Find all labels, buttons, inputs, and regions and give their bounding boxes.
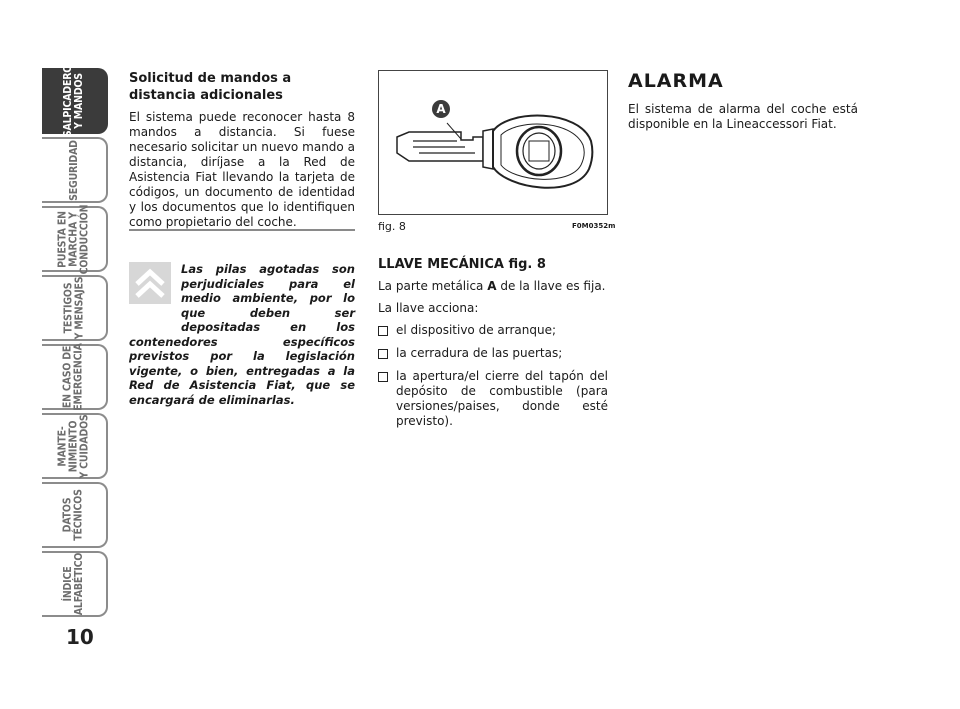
tab-testigos[interactable] (42, 275, 108, 341)
figure-code: F0M0352m (572, 222, 616, 230)
list-item-text: el dispositivo de arranque; (396, 323, 557, 337)
text-span: de la llave es fija. (496, 279, 606, 293)
section-heading: Solicitud de mandos a distancia adicionales (129, 71, 292, 103)
tab-label: MANTE- NIMIENTO Y CUIDADOS (56, 413, 91, 479)
list-item-text: la cerradura de las puertas; (396, 346, 563, 360)
tab-mantenimiento[interactable] (42, 413, 108, 479)
text-span: La parte metálica (378, 279, 488, 293)
figure-callout-a: A (436, 102, 446, 116)
warning-text: Las pilas agotadas son perjudiciales para el medio ambiente, por lo que deben ser depositadas en los contenedores específicos previstos por la legislación vigente, o bien, entregadas a la Red de Asistencia Fiat, que se encargará de eliminarlas. (129, 262, 355, 407)
list-item-text: la apertura/el cierre del tapón del depósito de combustible (para versiones/paises, donde esté previsto). (396, 369, 608, 428)
section-body: El sistema de alarma del coche está disponible en la Lineaccessori Fiat. (628, 102, 858, 131)
middle-column (378, 256, 608, 437)
section-body: El sistema puede reconocer hasta 8 mandos a distancia. Si fuese necesario solicitar un nuevo mando a distancia, diríjase a la Red de Asistencia Fiat llevando la tarjeta de códigos, un documento de identidad y los documentos que lo identifiquen como propietario del coche. (129, 110, 355, 229)
key-figure (378, 70, 608, 215)
tab-datos-tecnicos[interactable] (42, 482, 108, 548)
tab-label: SEGURIDAD (67, 139, 80, 201)
left-column (129, 70, 355, 230)
bullet-list (378, 323, 608, 429)
figure-caption: fig. 8 (378, 220, 406, 233)
tab-emergencia[interactable] (42, 344, 108, 410)
tab-label: DATOS TÉCNICOS (61, 489, 85, 541)
tab-label: TESTIGOS Y MENSAJES (62, 276, 85, 340)
tab-salpicadero[interactable] (42, 64, 108, 138)
warning-text-wrap (129, 262, 355, 407)
tab-seguridad[interactable] (42, 137, 108, 203)
section-title: ALARMA (628, 70, 724, 92)
tab-label: SALPICADERO Y MANDOS (62, 64, 85, 138)
list-item (378, 323, 608, 338)
paragraph: La llave acciona: (378, 301, 479, 315)
list-item (378, 369, 608, 429)
section-heading: LLAVE MECÁNICA fig. 8 (378, 257, 546, 272)
tab-label: ÍNDICE ALFABÉTICO (62, 552, 85, 616)
divider (129, 229, 355, 231)
text-bold: A (487, 279, 497, 293)
tab-puesta-en-marcha[interactable] (42, 206, 108, 272)
checkbox-square-icon (378, 326, 388, 336)
list-item (378, 346, 608, 361)
tab-indice[interactable] (42, 551, 108, 617)
tab-label: PUESTA EN MARCHA Y CONDUCCIÓN (56, 204, 91, 274)
checkbox-square-icon (378, 372, 388, 382)
right-column (628, 70, 858, 132)
key-illustration (379, 71, 607, 214)
checkbox-square-icon (378, 349, 388, 359)
page-number: 10 (66, 625, 94, 649)
tab-label: EN CASO DE EMERGENCIA (62, 343, 85, 411)
paragraph (378, 279, 608, 294)
